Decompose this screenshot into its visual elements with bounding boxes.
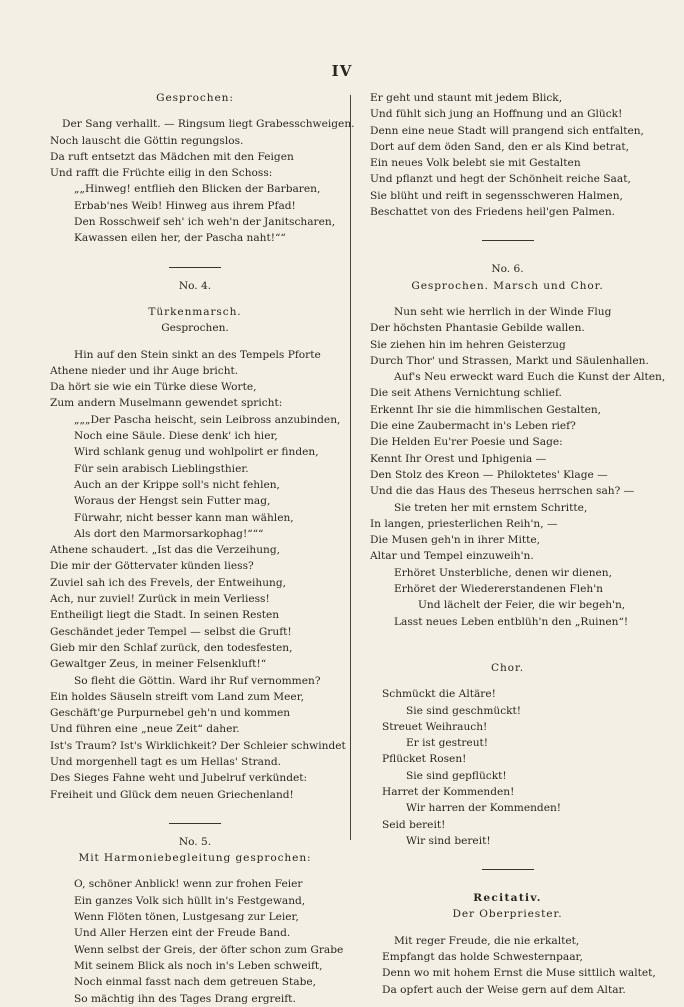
- verse-line: Schmückt die Altäre!: [382, 688, 496, 701]
- verse-line: Ein ganzes Volk sich hüllt in's Festgewand,: [74, 894, 306, 907]
- verse-line: Und führen eine „neue Zeit“ daher.: [50, 723, 240, 736]
- verse-line: Den Stolz des Kreon — Philoktetes' Klage —: [370, 468, 608, 481]
- verse-line: Erbab'nes Weib! Hinweg aus ihrem Pfad!: [74, 199, 296, 212]
- verse-line: Durch Thor' und Strassen, Markt und Säulenhallen.: [370, 354, 649, 367]
- verse-line: Erhöret Unsterbliche, denen wir dienen,: [394, 566, 612, 579]
- verse-line: Geschändet jeder Tempel — selbst die Gruft!: [50, 625, 292, 638]
- verse-line: Auch an der Krippe soll's nicht fehlen,: [74, 478, 280, 491]
- verse-line: Empfangt das holde Schwesternpaar,: [382, 951, 583, 964]
- verse-line: Zuviel sah ich des Frevels, der Entweihung,: [50, 576, 287, 589]
- verse-line: Mit seinem Blick als noch in's Leben schweift,: [74, 959, 323, 972]
- verse-line: Die eine Zaubermacht in's Leben rief?: [370, 420, 576, 433]
- verse-line: Erkennt Ihr sie die himmlischen Gestalten,: [370, 403, 602, 416]
- section-heading: Mit Harmoniebegleitung gesprochen:: [78, 852, 312, 865]
- verse-line: Wir harren der Kommenden!: [406, 802, 562, 815]
- verse-line: Athene nieder und ihr Auge bricht.: [50, 364, 239, 377]
- section-subheading: Gesprochen.: [161, 322, 229, 335]
- verse-line: Kawassen eilen her, der Pascha naht!““: [74, 232, 286, 245]
- verse-line: Seid bereit!: [382, 818, 446, 831]
- page-number: IV: [331, 62, 353, 80]
- verse-line: Entheiligt liegt die Stadt. In seinen Resten: [50, 609, 280, 622]
- verse-line: Noch einmal fasst nach dem getreuen Stabe,: [74, 976, 317, 989]
- verse-line: Noch eine Säule. Diese denk' ich hier,: [74, 430, 278, 443]
- verse-line: Als dort den Marmorsarkophag!“““: [74, 527, 264, 540]
- verse-line: Nun seht wie herrlich in der Winde Flug: [394, 305, 612, 318]
- verse-line: Denn wo mit hohem Ernst die Muse sittlich waltet,: [382, 967, 656, 980]
- verse-line: Zum andern Muselmann gewendet spricht:: [50, 397, 283, 410]
- verse-line: Wir sind bereit!: [406, 834, 491, 847]
- verse-line: Athene schaudert. „Ist das die Verzeihung,: [50, 544, 281, 557]
- verse-line: Des Sieges Fahne weht und Jubelruf verkündet:: [50, 772, 308, 785]
- verse-line: So mächtig ihn des Tages Drang ergreift.: [74, 992, 296, 1005]
- verse-line: Wenn Flöten tönen, Lustgesang zur Leier,: [74, 911, 299, 924]
- section-heading: Gesprochen. Marsch und Chor.: [411, 279, 604, 292]
- verse-line: Kennt Ihr Orest und Iphigenia —: [370, 452, 547, 465]
- section-number: No. 6.: [491, 263, 524, 276]
- verse-line: Und pflanzt und hegt der Schönheit reiche Saat,: [370, 173, 631, 186]
- verse-line: Und morgenhell tagt es um Hellas' Strand.: [50, 755, 281, 768]
- verse-line: Sie blüht und reift in segensschweren Halmen,: [370, 189, 623, 202]
- verse-line: Den Rosschweif seh' ich weh'n der Janitscharen,: [74, 216, 336, 229]
- verse-line: Da ruft entsetzt das Mädchen mit den Feigen: [50, 150, 294, 163]
- verse-line: So fleht die Göttin. Ward ihr Ruf vernommen?: [74, 674, 321, 687]
- verse-line: Altar und Tempel einzuweih'n.: [370, 550, 534, 563]
- verse-line: Lasst neues Leben entblüh'n den „Ruinen“!: [394, 615, 629, 628]
- verse-line: O, schöner Anblick! wenn zur frohen Feier: [74, 878, 303, 891]
- verse-line: Sie sind geschmückt!: [406, 704, 522, 717]
- column-divider: [350, 95, 351, 840]
- section-heading: Türkenmarsch.: [148, 305, 242, 318]
- verse-line: Und fühlt sich jung an Hoffnung und an Glück!: [370, 108, 623, 121]
- verse-line: Die Musen geh'n in ihrer Mitte,: [370, 534, 541, 547]
- verse-line: Sie treten her mit ernstem Schritte,: [394, 501, 588, 514]
- verse-line: In langen, priesterlichen Reih'n, —: [370, 517, 558, 530]
- verse-line: Die Helden Eu'rer Poesie und Sage:: [370, 436, 563, 449]
- verse-line: Sie ziehen hin im hehren Geisterzug: [370, 338, 566, 351]
- section-heading: Chor.: [490, 661, 525, 674]
- verse-line: Wenn selbst der Greis, der öfter schon zum Grabe: [74, 943, 344, 956]
- verse-line: Noch lauscht die Göttin regungslos.: [50, 134, 244, 147]
- section-subheading: Der Oberpriester.: [452, 908, 563, 921]
- verse-line: Und rafft die Früchte eilig in den Schoss:: [50, 167, 273, 180]
- verse-line: Der Sang verhallt. — Ringsum liegt Grabesschweigen.: [62, 118, 355, 131]
- verse-line: Beschattet von des Friedens heil'gen Palmen.: [370, 206, 616, 219]
- verse-line: Erhöret der Wiedererstandenen Fleh'n: [394, 583, 603, 596]
- verse-line: „„Hinweg! entflieh den Blicken der Barbaren,: [74, 183, 321, 196]
- verse-line: Da opfert auch der Weise gern auf dem Altar.: [382, 983, 626, 996]
- verse-line: Er ist gestreut!: [406, 737, 489, 750]
- verse-line: Geschäft'ge Purpurnebel geh'n und kommen: [50, 707, 291, 720]
- verse-line: Da hört sie wie ein Türke diese Worte,: [50, 381, 257, 394]
- section-heading: Recitativ.: [473, 892, 542, 905]
- verse-line: Woraus der Hengst sein Futter mag,: [74, 495, 271, 508]
- verse-line: Sie sind gepflückt!: [406, 769, 507, 782]
- verse-line: Wird schlank genug und wohlpolirt er finden,: [74, 446, 319, 459]
- verse-line: Und lächelt der Feier, die wir begeh'n,: [418, 599, 626, 612]
- verse-line: Ein holdes Säuseln streift vom Land zum Meer,: [50, 690, 304, 703]
- verse-line: Ist's Traum? Ist's Wirklichkeit? Der Schleier schwindet: [50, 739, 346, 752]
- verse-line: Für sein arabisch Lieblingsthier.: [74, 462, 249, 475]
- section-number: No. 5.: [178, 835, 212, 848]
- right-column: [370, 90, 666, 998]
- verse-line: Hin auf den Stein sinkt an des Tempels Pforte: [74, 348, 321, 361]
- verse-line: Denn eine neue Stadt will prangend sich entfalten,: [370, 124, 644, 137]
- verse-line: Und Aller Herzen eint der Freude Band.: [74, 927, 291, 940]
- verse-line: Streuet Weihrauch!: [382, 720, 488, 733]
- verse-line: Pflücket Rosen!: [382, 753, 467, 766]
- verse-line: Ach, nur zuviel! Zurück in mein Verliess!: [50, 593, 270, 606]
- section-number: No. 4.: [178, 279, 212, 292]
- verse-line: Und die das Haus des Theseus herrschen sah? —: [370, 485, 635, 498]
- verse-line: Gieb mir den Schlaf zurück, den todesfesten,: [50, 641, 293, 654]
- verse-line: „„„Der Pascha heischt, sein Leibross anzubinden,: [74, 413, 341, 426]
- verse-line: Mit reger Freude, die nie erkaltet,: [394, 934, 580, 947]
- verse-line: Harret der Kommenden!: [382, 785, 515, 798]
- verse-line: Auf's Neu erweckt ward Euch die Kunst der Alten,: [394, 371, 666, 384]
- verse-line: Gewaltger Zeus, in meiner Felsenkluft!“: [50, 658, 267, 671]
- verse-line: Freiheit und Glück dem neuen Griechenland!: [50, 788, 294, 801]
- verse-line: Dort auf dem öden Sand, den er als Kind betrat,: [370, 140, 630, 153]
- section-heading: Gesprochen:: [156, 92, 234, 104]
- verse-line: Er geht und staunt mit jedem Blick,: [370, 92, 563, 104]
- verse-line: Die seit Athens Vernichtung schlief.: [370, 387, 562, 400]
- verse-line: Fürwahr, nicht besser kann man wählen,: [74, 511, 294, 524]
- verse-line: Ein neues Volk belebt sie mit Gestalten: [370, 157, 581, 170]
- verse-line: Der höchsten Phantasie Gebilde wallen.: [370, 322, 585, 335]
- left-column: [50, 90, 355, 1007]
- verse-line: Die mir der Göttervater künden liess?: [50, 560, 254, 573]
